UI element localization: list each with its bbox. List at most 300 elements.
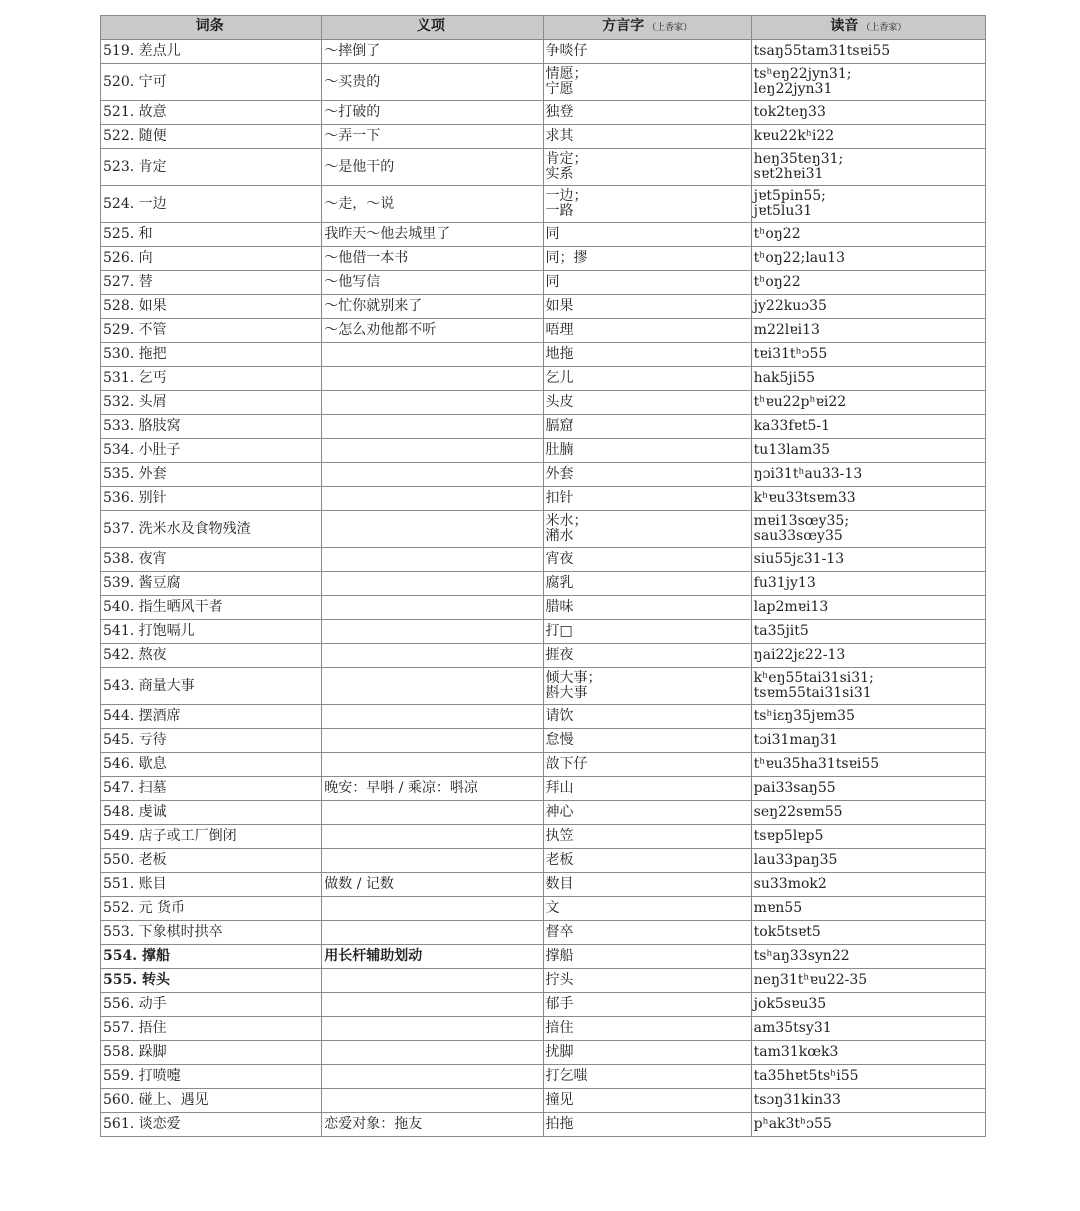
sense-cell [322,897,543,921]
dialect-char-cell [543,921,751,945]
term-cell: 554. 撑船 [101,945,322,969]
dialect-char-cell [543,186,751,223]
pronunciation-line: tɔi31maŋ31 [753,732,838,748]
sense-cell: ～怎么劝他都不听 [322,319,543,343]
table-row [101,729,986,753]
sense-cell: 恋爱对象：拖友 [322,1113,543,1137]
table-row [101,247,986,271]
dialect-char-line: 数目 [545,876,574,892]
pronunciation-cell [751,463,985,487]
table-row [101,149,986,186]
table-row [101,644,986,668]
dialect-char-cell [543,1041,751,1065]
term-cell: 534. 小肚子 [101,439,322,463]
dialect-char-cell [543,64,751,101]
sense-cell [322,391,543,415]
dialect-char-line: 撞见 [545,1092,574,1108]
dialect-char-line: 宁愿 [545,81,574,97]
sense-cell [322,1089,543,1113]
dialect-char-line: 争啖仔 [545,43,588,59]
table-row [101,101,986,125]
dialect-char-line: 打乞嗤 [545,1068,588,1084]
table-row [101,873,986,897]
dialect-char-line: 请饮 [545,708,574,724]
term-cell: 519. 差点儿 [101,40,322,64]
table-row [101,668,986,705]
pronunciation-cell [751,801,985,825]
table-row [101,125,986,149]
pronunciation-line: pai33saŋ55 [753,780,836,796]
dialect-char-line: 一边； [545,188,588,204]
sense-cell: ～弄一下 [322,125,543,149]
term-cell: 526. 向 [101,247,322,271]
term-cell: 525. 和 [101,223,322,247]
pronunciation-line: tʰoŋ22;lau13 [753,250,845,266]
table-row [101,548,986,572]
pronunciation-line: fu31jy13 [753,575,816,591]
sense-cell: 我昨天～他去城里了 [322,223,543,247]
sense-cell [322,969,543,993]
pronunciation-cell [751,295,985,319]
dialect-char-cell [543,548,751,572]
pronunciation-cell [751,969,985,993]
dialect-char-line: 膈窟 [545,418,574,434]
dialect-char-line: 倾大事； [545,670,602,686]
pronunciation-line: kʰɐu33tsɐm33 [753,490,856,506]
dialect-char-line: 神心 [545,804,574,820]
pronunciation-line: tsʰiɛŋ35jɐm35 [753,708,855,724]
term-cell: 539. 酱豆腐 [101,572,322,596]
sense-cell [322,1065,543,1089]
dialect-char-cell [543,644,751,668]
pronunciation-line: tsɐm55tai31si31 [753,685,872,701]
dialect-char-line: 肚腩 [545,442,574,458]
pronunciation-line: jy22kuɔ35 [753,298,827,314]
pronunciation-cell [751,319,985,343]
pronunciation-cell [751,367,985,391]
pronunciation-line: tam31kœk3 [753,1044,839,1060]
dialect-char-cell [543,873,751,897]
dialect-char-line: 撑船 [545,948,574,964]
table-row [101,620,986,644]
pronunciation-line: ta35jit5 [753,623,809,639]
dialect-char-line: 拜山 [545,780,574,796]
pronunciation-cell [751,247,985,271]
pronunciation-cell [751,644,985,668]
dialect-char-line: 外套 [545,466,574,482]
header-row [101,16,986,40]
term-cell: 561. 谈恋爱 [101,1113,322,1137]
pronunciation-line: tsaŋ55tam31tsɐi55 [753,43,891,59]
sense-cell [322,415,543,439]
dialect-char-cell [543,439,751,463]
term-cell: 559. 打喷嚏 [101,1065,322,1089]
pronunciation-cell [751,945,985,969]
dialect-char-cell [543,777,751,801]
table-row [101,1089,986,1113]
sense-cell [322,620,543,644]
term-cell: 541. 打饱嗝儿 [101,620,322,644]
dialect-char-cell [543,247,751,271]
header-dialect-char: 方言字 （上香家） [543,16,751,40]
pronunciation-line: seŋ22sɐm55 [753,804,843,820]
pronunciation-cell [751,64,985,101]
dialect-char-line: 怠慢 [545,732,574,748]
sense-cell [322,439,543,463]
pronunciation-cell [751,125,985,149]
dialect-char-cell [543,271,751,295]
pronunciation-cell [751,849,985,873]
sense-cell [322,463,543,487]
table-row [101,463,986,487]
dialect-char-cell [543,572,751,596]
sense-cell [322,367,543,391]
term-cell: 536. 别针 [101,487,322,511]
pronunciation-line: kɐu22kʰi22 [753,128,835,144]
dialect-char-line: 同；摎 [545,250,588,266]
pronunciation-line: siu55jɛ31-13 [753,551,845,567]
term-cell: 543. 商量大事 [101,668,322,705]
pronunciation-cell [751,705,985,729]
pronunciation-cell [751,1113,985,1137]
dialect-char-line: 地拖 [545,346,574,362]
table-row [101,1065,986,1089]
sense-cell [322,801,543,825]
sense-cell [322,596,543,620]
dialect-char-line: 拧头 [545,972,574,988]
term-cell: 528. 如果 [101,295,322,319]
pronunciation-cell [751,487,985,511]
pronunciation-cell [751,223,985,247]
dialect-char-line: 郁手 [545,996,574,1012]
pronunciation-cell [751,620,985,644]
dialect-char-cell [543,596,751,620]
table-row [101,945,986,969]
dialect-char-cell [543,945,751,969]
dialect-char-line: 文 [545,900,560,916]
term-cell: 557. 捂住 [101,1017,322,1041]
sense-cell: ～走，～说 [322,186,543,223]
dialect-char-line: 老板 [545,852,574,868]
sense-cell [322,511,543,548]
dialect-char-cell [543,705,751,729]
table-row [101,295,986,319]
sense-cell [322,753,543,777]
pronunciation-line: neŋ31tʰɐu22-35 [753,972,868,988]
dialect-char-cell [543,1065,751,1089]
pronunciation-line: leŋ22jyn31 [753,81,833,97]
sense-cell [322,644,543,668]
dialect-char-line: 头皮 [545,394,574,410]
table-row [101,1113,986,1137]
dialect-char-line: 唔理 [545,322,574,338]
dialect-char-line: 斟大事 [545,685,588,701]
sense-cell: 晚安：早唞 / 乘凉：唞凉 [322,777,543,801]
table-row [101,777,986,801]
table-row [101,319,986,343]
dialect-char-cell [543,415,751,439]
table-row [101,993,986,1017]
term-cell: 530. 拖把 [101,343,322,367]
term-cell: 533. 胳肢窝 [101,415,322,439]
pronunciation-cell [751,668,985,705]
pronunciation-cell [751,415,985,439]
term-cell: 542. 熬夜 [101,644,322,668]
dialect-char-cell [543,1089,751,1113]
table-row [101,343,986,367]
pronunciation-cell [751,391,985,415]
sense-cell [322,668,543,705]
dialect-char-line: 同 [545,226,560,242]
pronunciation-line: pʰak3tʰɔ55 [753,1116,832,1132]
sense-cell [322,729,543,753]
pronunciation-cell [751,777,985,801]
pronunciation-line: tu13lam35 [753,442,831,458]
dialect-char-cell [543,969,751,993]
pronunciation-line: mɐn55 [753,900,803,916]
pronunciation-line: ŋai22jɛ22-13 [753,647,846,663]
pronunciation-cell [751,186,985,223]
dialect-char-cell [543,849,751,873]
sense-cell [322,572,543,596]
dialect-char-line: 腐乳 [545,575,574,591]
table-row [101,367,986,391]
table-row [101,439,986,463]
sense-cell [322,548,543,572]
pronunciation-line: heŋ35teŋ31; [753,151,844,167]
dialect-char-cell [543,343,751,367]
table-row [101,511,986,548]
dialect-char-line: 情愿； [545,66,588,82]
dialect-char-line: 同 [545,274,560,290]
term-cell: 529. 不管 [101,319,322,343]
table-row [101,969,986,993]
dialect-char-line: 督卒 [545,924,574,940]
term-cell: 520. 宁可 [101,64,322,101]
pronunciation-line: jɐt5pin55; [753,188,826,204]
table-row [101,40,986,64]
dialect-char-cell [543,825,751,849]
sense-cell: 做数 / 记数 [322,873,543,897]
pronunciation-cell [751,596,985,620]
term-cell: 522. 随便 [101,125,322,149]
dialect-char-cell [543,391,751,415]
pronunciation-cell [751,729,985,753]
pronunciation-line: ŋɔi31tʰau33-13 [753,466,863,482]
sense-cell: ～是他干的 [322,149,543,186]
term-cell: 551. 账目 [101,873,322,897]
dialect-char-line: 扣针 [545,490,574,506]
dialect-char-cell [543,1113,751,1137]
dialect-char-cell [543,993,751,1017]
dialect-char-line: 肯定； [545,151,588,167]
term-cell: 540. 指生晒风干者 [101,596,322,620]
dialect-char-cell [543,149,751,186]
pronunciation-line: lau33paŋ35 [753,852,838,868]
sense-cell: ～打破的 [322,101,543,125]
pronunciation-line: tsɐp5lɐp5 [753,828,824,844]
pronunciation-cell [751,149,985,186]
dialect-char-cell [543,511,751,548]
term-cell: 538. 夜宵 [101,548,322,572]
pronunciation-line: tɐi31tʰɔ55 [753,346,828,362]
table-row [101,849,986,873]
pronunciation-line: sɐt2hɐi31 [753,166,824,182]
pronunciation-cell [751,753,985,777]
dialect-char-line: 一路 [545,203,574,219]
table-row [101,1017,986,1041]
sense-cell: ～他借一本书 [322,247,543,271]
dialect-char-line: 扰脚 [545,1044,574,1060]
sense-cell [322,487,543,511]
table-row [101,897,986,921]
pronunciation-line: hak5ji55 [753,370,816,386]
pronunciation-cell [751,40,985,64]
header-term: 词条 [101,16,322,40]
pronunciation-line: kʰeŋ55tai31si31; [753,670,874,686]
dialect-char-line: 如果 [545,298,574,314]
dialect-char-cell [543,753,751,777]
table-row [101,596,986,620]
dialect-char-line: 揞住 [545,1020,574,1036]
pronunciation-cell [751,548,985,572]
table-row [101,1041,986,1065]
pronunciation-cell [751,101,985,125]
table-row [101,64,986,101]
dialect-char-line: 捱夜 [545,647,574,663]
table-row [101,415,986,439]
pronunciation-line: m22lɐi13 [753,322,820,338]
dialect-char-cell [543,897,751,921]
term-cell: 558. 跺脚 [101,1041,322,1065]
dialect-char-line: 腊味 [545,599,574,615]
term-cell: 523. 肯定 [101,149,322,186]
dialect-char-line: 潲水 [545,528,574,544]
pronunciation-line: tok5tsɐt5 [753,924,821,940]
term-cell: 550. 老板 [101,849,322,873]
dialect-char-cell [543,40,751,64]
sense-cell [322,825,543,849]
term-cell: 535. 外套 [101,463,322,487]
sense-cell [322,705,543,729]
table-row [101,391,986,415]
pronunciation-cell [751,873,985,897]
table-row [101,753,986,777]
pronunciation-line: jok5sɐu35 [753,996,827,1012]
dialect-vocabulary-table [100,15,986,1137]
pronunciation-cell [751,511,985,548]
header-sense: 义项 [322,16,543,40]
pronunciation-line: tok2teŋ33 [753,104,826,120]
term-cell: 545. 亏待 [101,729,322,753]
term-cell: 527. 替 [101,271,322,295]
sense-cell [322,1017,543,1041]
pronunciation-cell [751,1017,985,1041]
pronunciation-line: tsʰaŋ33syn22 [753,948,850,964]
dialect-char-line: 打□ [545,623,573,639]
term-cell: 556. 动手 [101,993,322,1017]
sense-cell: ～买贵的 [322,64,543,101]
dialect-char-line: 独登 [545,104,574,120]
sense-cell [322,993,543,1017]
dialect-char-line: 敨下仔 [545,756,588,772]
term-cell: 552. 元 货币 [101,897,322,921]
pronunciation-cell [751,993,985,1017]
dialect-char-cell [543,223,751,247]
dialect-char-cell [543,729,751,753]
pronunciation-line: ta35hɐt5tsʰi55 [753,1068,859,1084]
sense-cell [322,343,543,367]
pronunciation-line: tsɔŋ31kin33 [753,1092,841,1108]
pronunciation-line: ka33fɐt5-1 [753,418,831,434]
term-cell: 560. 碰上、遇见 [101,1089,322,1113]
sense-cell: ～他写信 [322,271,543,295]
dialect-char-cell [543,463,751,487]
pronunciation-line: tʰoŋ22 [753,274,801,290]
dialect-char-cell [543,367,751,391]
term-cell: 547. 扫墓 [101,777,322,801]
dialect-char-cell [543,620,751,644]
table-row [101,271,986,295]
dialect-char-cell [543,101,751,125]
pronunciation-line: lap2mɐi13 [753,599,829,615]
pronunciation-cell [751,343,985,367]
pronunciation-cell [751,271,985,295]
pronunciation-line: tʰoŋ22 [753,226,801,242]
table-row [101,825,986,849]
table-row [101,572,986,596]
sense-cell: ～忙你就别来了 [322,295,543,319]
dialect-char-line: 乞儿 [545,370,574,386]
sense-cell: ～摔倒了 [322,40,543,64]
pronunciation-cell [751,825,985,849]
term-cell: 544. 摆酒席 [101,705,322,729]
dialect-char-line: 米水； [545,513,588,529]
sense-cell [322,1041,543,1065]
pronunciation-cell [751,1089,985,1113]
pronunciation-cell [751,1065,985,1089]
dialect-char-cell [543,668,751,705]
pronunciation-cell [751,921,985,945]
term-cell: 532. 头屑 [101,391,322,415]
sense-cell [322,921,543,945]
pronunciation-line: su33mok2 [753,876,827,892]
dialect-char-cell [543,295,751,319]
dialect-char-line: 执笠 [545,828,574,844]
term-cell: 555. 转头 [101,969,322,993]
table-row [101,921,986,945]
pronunciation-line: am35tsy31 [753,1020,832,1036]
header-pronunciation: 读音 （上香家） [751,16,985,40]
sense-cell [322,849,543,873]
pronunciation-line: sau33sœy35 [753,528,843,544]
dialect-char-line: 实系 [545,166,574,182]
table-row [101,705,986,729]
pronunciation-cell [751,897,985,921]
table-row [101,223,986,247]
pronunciation-cell [751,572,985,596]
term-cell: 553. 下象棋时拱卒 [101,921,322,945]
dialect-char-cell [543,487,751,511]
dialect-char-line: 拍拖 [545,1116,574,1132]
dialect-char-cell [543,1017,751,1041]
sense-cell: 用长杆辅助划动 [322,945,543,969]
term-cell: 546. 歇息 [101,753,322,777]
pronunciation-line: jɐt5lu31 [753,203,813,219]
term-cell: 548. 虔诚 [101,801,322,825]
term-cell: 537. 洗米水及食物残渣 [101,511,322,548]
term-cell: 521. 故意 [101,101,322,125]
